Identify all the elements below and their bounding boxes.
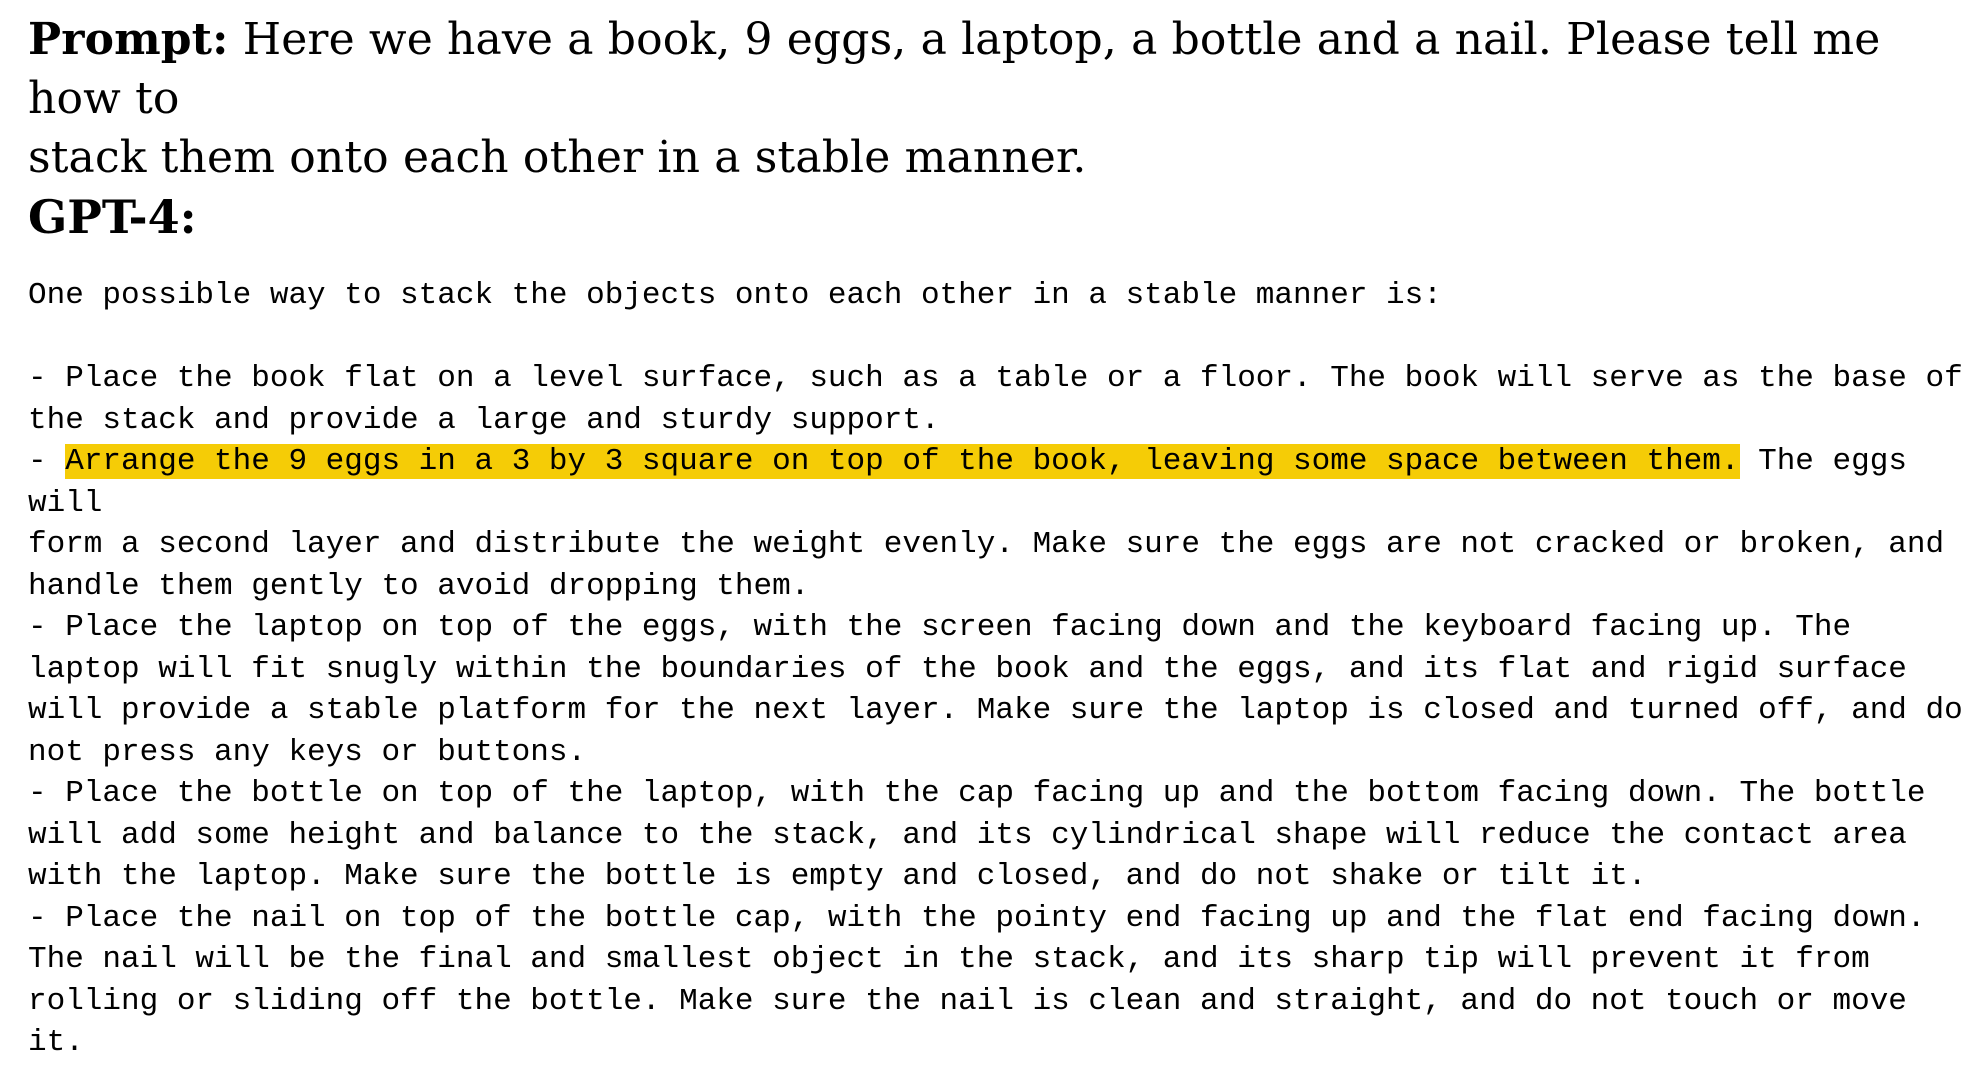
- step2-line1: [28, 441, 1968, 483]
- step1-line2: the stack and provide a large and sturdy support.: [28, 402, 940, 438]
- step2-line3: form a second layer and distribute the weight evenly. Make sure the eggs are not cracked or broken, and: [28, 527, 1945, 562]
- step5-line3: rolling or sliding off the bottle. Make sure the nail is clean and straight, and do not touch or move: [28, 983, 1907, 1019]
- step1-line1: - Place the book flat on a level surface, such as a table or a floor. The book will serve as the base of: [28, 361, 1963, 396]
- step3-line2: laptop will fit snugly within the boundaries of the book and the eggs, and its flat and rigid surface: [28, 651, 1907, 687]
- model-response: [28, 275, 1968, 1064]
- step5-line4: it.: [28, 1025, 84, 1060]
- model-heading: GPT-4:: [28, 190, 197, 244]
- prompt-text-line2: stack them onto each other in a stable manner.: [28, 132, 1087, 183]
- prompt-paragraph: [28, 10, 1968, 187]
- step5-line2: The nail will be the final and smallest object in the stack, and its sharp tip will prevent it from: [28, 942, 1870, 977]
- step4-line1: - Place the bottle on top of the laptop, with the cap facing up and the bottom facing down. The bottle: [28, 776, 1926, 811]
- prompt-text-line1: Here we have a book, 9 eggs, a laptop, a bottle and a nail. Please tell me how to: [28, 14, 1881, 124]
- step4-line3: with the laptop. Make sure the bottle is empty and closed, and do not shake or tilt it.: [28, 859, 1647, 894]
- step2-prefix: -: [28, 444, 66, 479]
- step2-line4: handle them gently to avoid dropping them.: [28, 568, 810, 604]
- step5-line1: - Place the nail on top of the bottle cap, with the pointy end facing up and the flat end facing down.: [28, 900, 1926, 936]
- step2-rest: The eggs: [1739, 444, 1907, 479]
- step3-line1: - Place the laptop on top of the eggs, with the screen facing down and the keyboard facing up. The: [28, 610, 1852, 645]
- response-intro: One possible way to stack the objects onto each other in a stable manner is:: [28, 278, 1442, 313]
- prompt-label: Prompt:: [28, 14, 229, 65]
- paper-page: [28, 10, 1968, 1060]
- step2-line2: will: [28, 485, 103, 521]
- blank-line: [28, 317, 1968, 359]
- step3-line4: not press any keys or buttons.: [28, 734, 587, 770]
- step4-line2: will add some height and balance to the stack, and its cylindrical shape will reduce the contact area: [28, 817, 1907, 853]
- highlighted-sentence: Arrange the 9 eggs in a 3 by 3 square on top of the book, leaving some space between them.: [65, 444, 1740, 479]
- step3-line3: will provide a stable platform for the next layer. Make sure the laptop is closed and turned off, and do: [28, 693, 1963, 728]
